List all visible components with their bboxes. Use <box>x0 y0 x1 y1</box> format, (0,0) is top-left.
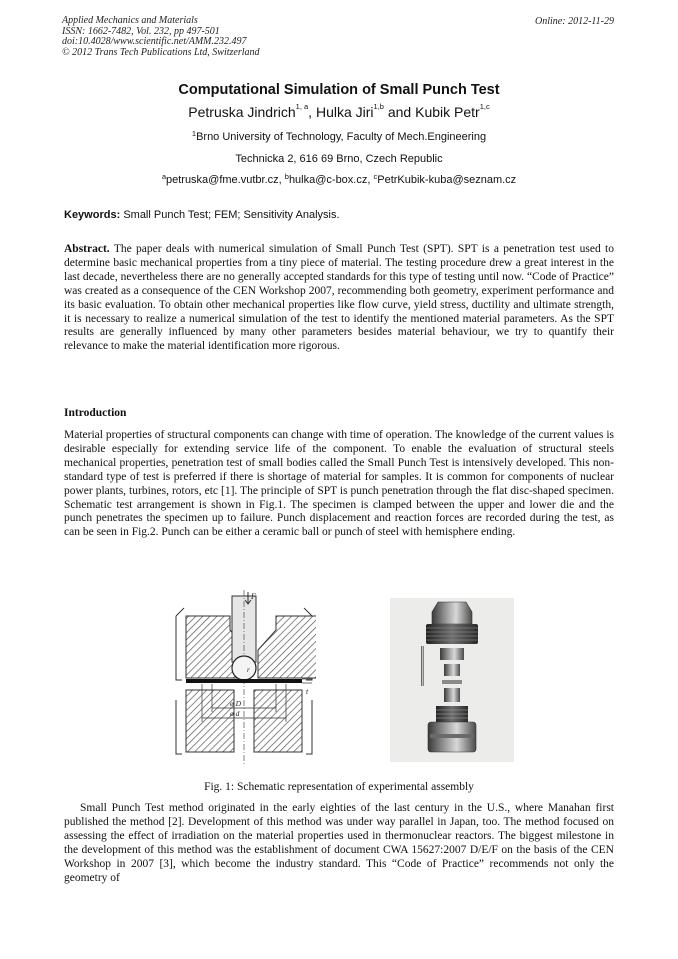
author-affil-sup: 1, a <box>295 102 309 111</box>
assembly-photo <box>390 598 514 762</box>
email-sup: a <box>161 172 166 181</box>
author-list <box>0 104 678 120</box>
issn-line: ISSN: 1662-7482, Vol. 232, pp 497-501 <box>62 25 220 37</box>
journal-name: Applied Mechanics and Materials <box>62 15 198 26</box>
section-heading-introduction: Introduction <box>64 407 127 419</box>
author-separator: , <box>308 104 316 120</box>
email-sup: c <box>373 172 378 181</box>
affiliation-line-1 <box>0 131 678 143</box>
email-sup: b <box>284 172 289 181</box>
author-affil-sup: 1,b <box>373 102 384 111</box>
affiliation-sup: 1 <box>191 129 197 138</box>
lower-die-right <box>254 690 302 752</box>
punch-ball <box>232 656 256 680</box>
keywords-text: Small Punch Test; FEM; Sensitivity Analysis. <box>123 209 340 221</box>
figure-caption: Fig. 1: Schematic representation of experimental assembly <box>204 781 474 793</box>
abstract-label: Abstract. <box>64 243 110 255</box>
specimen <box>186 679 302 683</box>
paper-title: Computational Simulation of Small Punch Test <box>178 82 500 98</box>
doi-line: doi:10.4028/www.scientific.net/AMM.232.497 <box>62 36 247 47</box>
running-header <box>62 16 260 58</box>
label-F: F <box>251 592 256 601</box>
copyright-line: © 2012 Trans Tech Publications Ltd, Switzerland <box>62 46 260 58</box>
top-nut <box>432 602 472 624</box>
label-d: ø d <box>230 709 240 718</box>
lower-die <box>444 688 460 702</box>
schematic-diagram <box>172 590 316 766</box>
upper-body <box>426 624 478 644</box>
email-address[interactable]: PetrKubik-kuba@seznam.cz <box>377 174 517 186</box>
upper-die-right <box>258 616 316 678</box>
affiliation-text: Brno University of Technology, Faculty of Mech.Engineering <box>196 131 487 143</box>
abstract <box>64 243 614 354</box>
affiliation-line-2: Technicka 2, 616 69 Brno, Czech Republic <box>235 153 443 165</box>
upper-die <box>440 648 464 660</box>
label-t: t <box>306 687 309 696</box>
author-name: Petruska Jindrich <box>188 104 296 120</box>
label-r: r <box>247 666 250 674</box>
specimen-disc <box>442 680 462 684</box>
keywords-label: Keywords: <box>64 209 121 221</box>
email-address[interactable]: petruska@fme.vutbr.cz <box>165 174 279 186</box>
author-affil-sup: 1,c <box>479 102 490 111</box>
lower-die-left <box>186 690 234 752</box>
author-conjunction: and <box>383 104 416 120</box>
email-line: $^a$petruska@fme.vutbr.cz, $^b$hulka@c-box.cz, $^c$PetrKubik-kuba@seznam.cz <box>161 172 517 186</box>
middle-die <box>444 664 460 676</box>
label-D: ø D <box>230 699 242 708</box>
author-name: Hulka Jiri <box>315 104 374 120</box>
introduction-paragraph: Material properties of structural components can change with time of operation. The knowledge of the current values is desirable especially for extending service life of the component. To enable the evaluation of structural steels mechanical properties, penetration test of small bodies called the Small Punch Test is intensively developed. This non-standard type of test is preferred if there is shortage of material for samples. It is common for components of nuclear power plants, turbines, rotors, etc [1]. The principle of SPT is punch penetration through the flat disc-shaped specimen. Schematic test arrangement is shown in Fig.1. The specimen is clamped between the upper and lower die and the punch penetrates the specimen up to failure. Punch displacement and reaction forces are recorded during the test, as can be seen in Fig.2. Punch can be either a ceramic ball or punch of steel with hemisphere ending. <box>64 429 614 539</box>
punch-pin <box>421 646 424 686</box>
author-name: Kubik Petr <box>415 104 480 120</box>
keywords <box>64 209 340 221</box>
online-date: Online: 2012-11-29 <box>535 16 614 27</box>
abstract-text: The paper deals with numerical simulation of Small Punch Test (SPT). SPT is a penetration test used to determine basic mechanical properties from a tiny piece of material. The testing procedure drew a great interest in the last decade, nevertheless there are no generally accepted standards for this type of testing until now. “Code of Practice” was created as a consequence of the CEN Workshop 2007, recommending both geometry, experiment performance and its basic evaluation. To obtain other mechanical properties like flow curve, yield stress, ductility and ultimate strength, it is necessary to realize a numerical simulation of the test to identify the mentioned material parameters. As the SPT results are generally influenced by many other parameters besides material behaviour, we try to quantify their relevance to make the material identification more rigorous. <box>64 243 614 353</box>
body-paragraph: Small Punch Test method originated in the early eighties of the last century in the U.S., where Manahan first published the method [2]. Development of this method was under way parallel in Japan, too. The method focused on assessing the effect of irradiation on the material properties used in thermonuclear reactors. The biggest milestone in the development of this method was the establishment of document CWA 15627:2007 D/E/F on the basis of the CEN Workshop in 2007 [3], which become the industry standard. This “Code of Practice” recommends not only the geometry of <box>64 802 614 884</box>
email-address[interactable]: hulka@c-box.cz <box>288 174 368 186</box>
